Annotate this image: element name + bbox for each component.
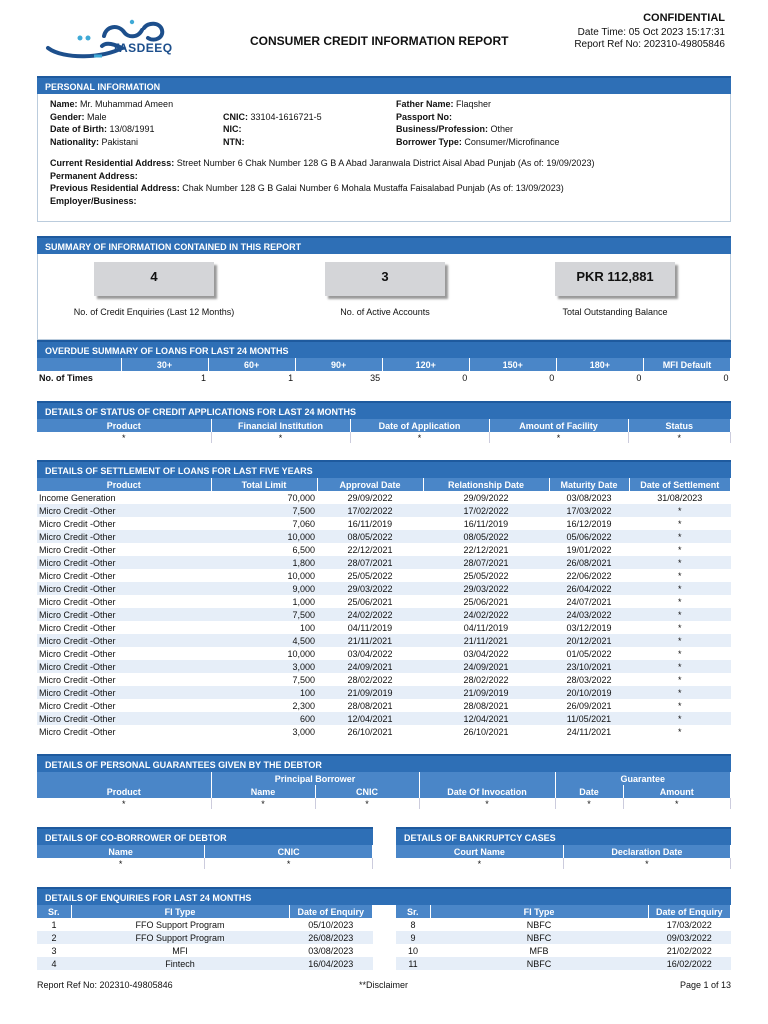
table-row: Micro Credit -Other 600 12/04/2021 12/04/2021 11/05/2021 * (37, 712, 731, 725)
table-row: Micro Credit -Other 3,000 24/09/2021 24/09/2021 23/10/2021 * (37, 660, 731, 673)
current-address: Street Number 6 Chak Number 128 G B A Abad Jaranwala District Aisal Abad Punjab (As of: 19/09/2023) (176, 158, 595, 168)
section-title: DETAILS OF STATUS OF CREDIT APPLICATIONS FOR LAST 24 MONTHS (37, 401, 731, 419)
dob: 13/08/1991 (109, 124, 155, 134)
table-row: Micro Credit -Other 7,060 16/11/2019 16/11/2019 16/12/2019 * (39, 518, 682, 529)
personal-info-section (37, 76, 731, 222)
overdue-section (37, 340, 731, 384)
table-row: Micro Credit -Other 10,000 03/04/2022 03/04/2022 01/05/2022 * (39, 648, 682, 659)
table-row: Micro Credit -Other 7,500 24/02/2022 24/02/2022 24/03/2022 * (37, 608, 731, 621)
report-header (0, 0, 768, 70)
table-row: * * (396, 858, 731, 869)
overdue-table: 30+ 60+ 90+ 120+ 150+ 180+ MFI Default No. of Times 1 1 35 0 0 0 0 (39, 359, 729, 383)
section-title: OVERDUE SUMMARY OF LOANS FOR LAST 24 MONTHS (37, 340, 731, 358)
page-number: Page 1 of 13 (679, 980, 731, 990)
report-datetime: Date Time: 05 Oct 2023 15:17:31 (577, 27, 725, 38)
table-row: 8 NBFC 17/03/2022 (410, 919, 712, 930)
table-row: Micro Credit -Other 7,500 28/02/2022 28/02/2022 28/03/2022 * (39, 674, 682, 685)
outstanding-balance-label: Total Outstanding Balance (562, 307, 668, 317)
table-row: 1 FFO Support Program 05/10/2023 (51, 919, 354, 930)
disclaimer-link[interactable]: **Disclaimer (359, 980, 409, 990)
table-row: 4 Fintech 16/04/2023 (37, 957, 373, 970)
enquiries-count-card: 4 (94, 262, 214, 296)
report-ref: Report Ref No: 202310-49805846 (574, 39, 725, 50)
nationality: Pakistani (101, 136, 139, 147)
table-row: Micro Credit -Other 100 21/09/2019 21/09/2019 20/10/2019 * (37, 686, 731, 699)
table-row: * * * * * * (37, 798, 731, 809)
guarantees-section (37, 754, 731, 809)
summary-body (37, 254, 731, 340)
table-row: Micro Credit -Other 6,500 22/12/2021 22/12/2021 19/01/2022 * (39, 544, 682, 555)
report-title: CONSUMER CREDIT INFORMATION REPORT (250, 34, 509, 48)
header-meta (574, 27, 725, 51)
enquiries-table-right: Sr. FI Type Date of Enquiry 8 NBFC 17/03/2022 9 NBFC 09/03/2022 10 MFB 21/02/2022 11 NBFC 16/02/2022 (396, 905, 731, 970)
bankruptcy-table: Court Name Declaration Date * * (396, 845, 731, 869)
table-row: Micro Credit -Other 10,000 25/05/2022 25/05/2022 22/06/2022 * (39, 570, 682, 581)
section-title: PERSONAL INFORMATION (37, 76, 731, 94)
gender: Male (87, 111, 107, 122)
table-row: Micro Credit -Other 100 04/11/2019 04/11/2019 03/12/2019 * (39, 622, 682, 633)
table-row: * * (37, 858, 373, 869)
enquiries-count-label: No. of Credit Enquiries (Last 12 Months) (73, 307, 235, 317)
table-row: Income Generation 70,000 29/09/2022 29/09/2022 03/08/2023 31/08/2023 (39, 492, 703, 503)
outstanding-balance-card: PKR 112,881 (555, 262, 675, 296)
footer-ref: Report Ref No: 202310-49805846 (37, 980, 173, 990)
table-row: No. of Times 1 1 35 0 0 0 0 (39, 372, 729, 383)
table-row: 10 MFB 21/02/2022 (407, 945, 712, 956)
section-title: DETAILS OF BANKRUPTCY CASES (396, 827, 731, 845)
applications-section (37, 401, 731, 443)
applications-table: Product Financial Institution Date of Application Amount of Facility Status * * * * * (37, 419, 731, 443)
table-row: Micro Credit -Other 2,300 28/08/2021 28/08/2021 26/09/2021 * (39, 700, 682, 711)
table-row: Micro Credit -Other 4,500 21/11/2021 21/11/2021 20/12/2021 * (37, 634, 731, 647)
logo-text: TASDEEQ (112, 41, 173, 55)
section-title: DETAILS OF CO-BORROWER OF DEBTOR (37, 827, 373, 845)
table-row: 11 NBFC 16/02/2022 (396, 957, 731, 970)
section-title: DETAILS OF ENQUIRIES FOR LAST 24 MONTHS (37, 887, 731, 905)
table-row: Micro Credit -Other 7,500 17/02/2022 17/02/2022 17/03/2022 * (37, 504, 731, 517)
table-row: 2 FFO Support Program 26/08/2023 (37, 931, 373, 944)
settlement-table: Product Total Limit Approval Date Relationship Date Maturity Date Date of Settlement Income Generation 70,000 29/09/2022 29/09/2022 03/08/2023 31/08/2023 Micro Credit -Other 7,500 17/02/2022 17/02/2022 17/03/2022 * Micro Credit -Other 7,060 16/11/2019 16/11/2019 16/12/2019 * Micro Credit -Other 10,000 08/05/2022 08/05/2022 05/06/2022 * Micro Credit -Other 6,500 22/12/2021 22/12/2021 19/01/2022 * Micro Credit -Other 1,800 28/07/2021 28/07/2021 26/08/2021 * Micro Credit -Other 10,000 25/05/2022 25/05/2022 22/06/2022 * Micro Credit -Other 9,000 29/03/2022 29/03/2022 26/04/2022 * Micro Credit -Other 1,000 25/06/2021 25/06/2021 24/07/2021 * Micro Credit -Other 7,500 24/02/2022 24/02/2022 24/03/2022 * Micro Credit -Other 100 04/11/2019 04/11/2019 03/12/2019 * Micro Credit -Other 4,500 21/11/2021 21/11/2021 20/12/2021 * Micro Credit -Other 10,000 03/04/2022 03/04/2022 01/05/2022 * Micro Credit -Other 3,000 24/09/2021 24/09/2021 23/10/2021 * Micro Credit -Other 7,500 28/02/2022 28/02/2022 28/03/2022 * Micro Credit -Other 100 21/09/2019 21/09/2019 20/10/2019 * Micro Credit -Other 2,300 28/08/2021 28/08/2021 26/09/2021 * Micro Credit -Other 600 12/04/2021 12/04/2021 11/05/2021 * Micro Credit -Other 3,000 26/10/2021 26/10/2021 24/11/2021 * (37, 478, 731, 738)
confidential-label: CONFIDENTIAL (643, 12, 725, 24)
table-row: 3 MFI 03/08/2023 (51, 945, 354, 956)
settlement-section (37, 460, 731, 738)
coborrower-table: Name CNIC * * (37, 845, 373, 869)
bankruptcy-section (396, 827, 731, 869)
active-accounts-card: 3 (325, 262, 445, 296)
table-row: Micro Credit -Other 3,000 26/10/2021 26/10/2021 24/11/2021 * (39, 726, 682, 737)
profession: Other (490, 124, 514, 134)
tasdeeq-logo-icon (44, 18, 204, 62)
summary-section (37, 236, 731, 340)
cnic: 33104-1616721-5 (250, 111, 322, 122)
table-row: 9 NBFC 09/03/2022 (396, 931, 731, 944)
guarantees-table: Principal Borrower Guarantee Product Name CNIC Date Of Invocation Date Amount * * * * * * (37, 772, 731, 809)
previous-address: Chak Number 128 G B Galai Number 6 Mohala Mustaffa Faisalabad Punjab (As of: 13/09/2023) (182, 183, 564, 193)
section-title: DETAILS OF PERSONAL GUARANTEES GIVEN BY THE DEBTOR (37, 754, 731, 772)
section-title: DETAILS OF SETTLEMENT OF LOANS FOR LAST FIVE YEARS (37, 460, 731, 478)
section-title: SUMMARY OF INFORMATION CONTAINED IN THIS REPORT (37, 236, 731, 254)
enquiries-section (37, 887, 731, 977)
active-accounts-label: No. of Active Accounts (340, 307, 430, 317)
father-name: Flaqsher (456, 99, 492, 109)
table-row: Micro Credit -Other 1,800 28/07/2021 28/07/2021 26/08/2021 * (37, 556, 731, 569)
personal-info-body: Name: Mr. Muhammad Ameen Father Name: Flaqsher Gender: Male CNIC: 33104-1616721-5 Passport No: Date of Birth: 13/08/1991 NIC: Business/Profession: Other Nationality: Pakistani NTN: Borrower Type: Consumer/Microfinance Current Residential Address: Street Number 6 Chak Number 128 G B A Abad Jaranwala District Aisal Abad Punjab (As of: 19/09/2023) Permanent Address: Previous Residential Address: Chak Number 128 G B Galai Number 6 Mohala Mustaffa Faisalabad Punjab (As of: 13/09/2023) Employer/Business: (37, 94, 731, 222)
table-row: Micro Credit -Other 10,000 08/05/2022 08/05/2022 05/06/2022 * (37, 530, 731, 543)
coborrower-section (37, 827, 373, 869)
customer-name: Mr. Muhammad Ameen (80, 99, 174, 109)
enquiries-table-left: Sr. FI Type Date of Enquiry 1 FFO Support Program 05/10/2023 2 FFO Support Program 26/08/2023 3 MFI 03/08/2023 4 Fintech 16/04/2023 (37, 905, 373, 970)
borrower-type: Consumer/Microfinance (464, 136, 560, 147)
table-row: Micro Credit -Other 9,000 29/03/2022 29/03/2022 26/04/2022 * (37, 582, 731, 595)
table-row: Micro Credit -Other 1,000 25/06/2021 25/06/2021 24/07/2021 * (39, 596, 682, 607)
table-row: * * * * * (37, 432, 731, 443)
